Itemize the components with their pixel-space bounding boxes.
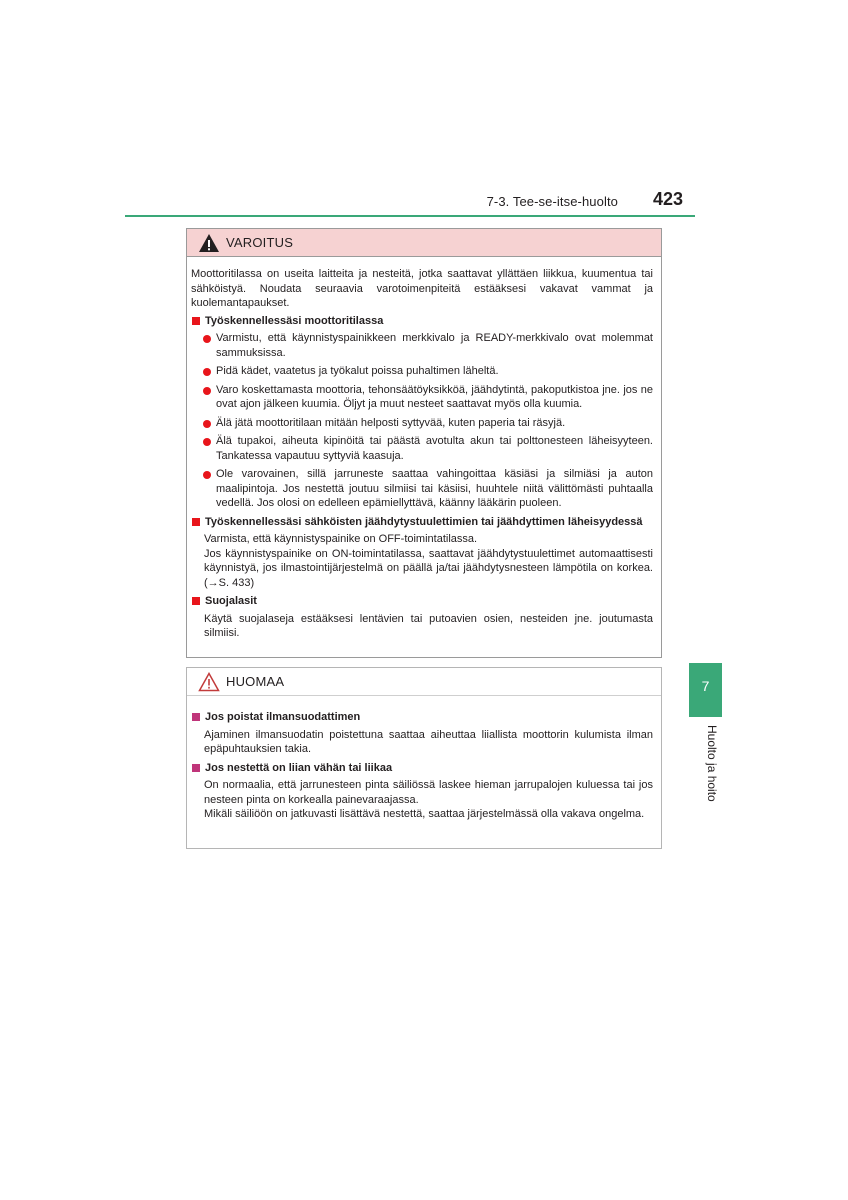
bullet-dot-icon: [203, 438, 211, 446]
warning-triangle-icon: [198, 233, 220, 253]
list-item-text: Varmistu, että käynnistyspainikkeen merkkivalo ja READY-merkkivalo ovat molemmat sammuksissa.: [216, 332, 653, 359]
list-item: [191, 434, 653, 463]
caution-triangle-icon: [198, 672, 220, 692]
paragraph: On normaalia, että jarrunesteen pinta säiliössä laskee hieman jarrupalojen kuluessa tai jos nesteen pinta on korkealla painevaraajassa.: [204, 779, 653, 806]
square-bullet-icon: [192, 764, 200, 772]
page-number: 423: [652, 189, 683, 209]
list-item-text: Älä tupakoi, aiheuta kipinöitä tai päästä avotulta akun tai polttonesteen läheisyyteen. Tankatessa vapautuu syttyviä kaasuja.: [216, 435, 653, 462]
paragraph: Käytä suojalaseja estääksesi lentävien tai putoavien osien, nesteiden jne. joutumasta silmiisi.: [204, 612, 653, 639]
chapter-number: 7: [701, 678, 710, 694]
bullet-dot-icon: [203, 335, 211, 343]
chapter-tab: [689, 663, 722, 717]
notice-subheading: [191, 710, 653, 725]
bullet-dot-icon: [203, 387, 211, 395]
list-item-text: Pidä kädet, vaatetus ja työkalut poissa puhaltimen läheltä.: [216, 365, 499, 377]
warning-title: VAROITUS: [226, 235, 294, 250]
notice-header: [187, 668, 661, 696]
square-bullet-icon: [192, 317, 200, 325]
header-rule: [125, 215, 695, 217]
square-bullet-icon: [192, 518, 200, 526]
notice-title: HUOMAA: [226, 674, 285, 689]
paragraph: Varmista, että käynnistyspainike on OFF-toimintatilassa.: [204, 533, 478, 545]
paragraph: Jos käynnistyspainike on ON-toimintatilassa, saattavat jäähdytystuulettimet automaattisesti käynnistyä, jos ilmastointijärjestelmä on päällä ja/tai jäähdytysnesteen lämpötila on korkea. (→S. 433): [204, 547, 653, 589]
paragraph: Ajaminen ilmansuodatin poistettuna saattaa aiheuttaa liiallista moottorin kulumista ilman epäpuhtauksien takia.: [204, 728, 653, 755]
subheading-text: Työskennellessäsi moottoritilassa: [205, 314, 384, 327]
warning-box: [186, 228, 662, 658]
warning-subheading: [191, 594, 653, 609]
subheading-text: Jos nestettä on liian vähän tai liikaa: [205, 761, 393, 774]
bullet-dot-icon: [203, 368, 211, 376]
chapter-label: Huolto ja hoito: [705, 725, 719, 802]
bullet-list: [191, 331, 653, 511]
bullet-dot-icon: [203, 471, 211, 479]
paragraph: Mikäli säiliöön on jatkuvasti lisättävä nestettä, saattaa järjestelmässä olla vakava ongelma.: [204, 808, 645, 820]
notice-subheading: [191, 761, 653, 776]
list-item: [191, 383, 653, 412]
section-title: 7-3. Tee-se-itse-huolto: [486, 194, 618, 209]
list-item: [191, 364, 653, 379]
list-item-text: Älä jätä moottoritilaan mitään helposti syttyvää, kuten paperia tai räsyjä.: [216, 416, 566, 429]
list-item-text: Ole varovainen, sillä jarruneste saattaa vahingoittaa käsiäsi ja silmiäsi ja auton maalipintoja. Jos nestettä joutuu silmiisi tai käsiisi, huuhtele niitä välittömästi puhtaalla vedellä. Jos olosi on edelleen epämiellyttävä, käänny lääkärin puoleen.: [216, 468, 653, 509]
subheading-text: Suojalasit: [205, 595, 257, 607]
list-item-text: Varo koskettamasta moottoria, tehonsäätöyksikköä, jäähdytintä, pakoputkistoa jne. jos ne ovat ajon jälkeen kuumia. Öljyt ja muut nesteet saattavat myös olla kuumia.: [216, 383, 653, 410]
square-bullet-icon: [192, 713, 200, 721]
warning-subheading: [191, 314, 653, 329]
subheading-text: Työskennellessäsi sähköisten jäähdytystuulettimien tai jäähdyttimen läheisyydessä: [205, 515, 643, 528]
list-item: [191, 416, 653, 431]
list-item: [191, 467, 653, 511]
subheading-text: Jos poistat ilmansuodattimen: [205, 711, 361, 723]
warning-header: [187, 229, 661, 257]
warning-subheading: [191, 515, 653, 530]
notice-body: [187, 696, 661, 822]
page-header: [125, 186, 695, 220]
notice-box: [186, 667, 662, 849]
warning-body: [187, 257, 661, 641]
bullet-dot-icon: [203, 420, 211, 428]
square-bullet-icon: [192, 597, 200, 605]
list-item: [191, 331, 653, 360]
warning-intro: Moottoritilassa on useita laitteita ja nesteitä, jotka saattavat yllättäen liikkua, kuumentua tai sähköistyä. Noudata seuraavia varotoimenpiteitä estääksesi vakavat vammat ja kuolemantapaukset.: [191, 268, 653, 309]
